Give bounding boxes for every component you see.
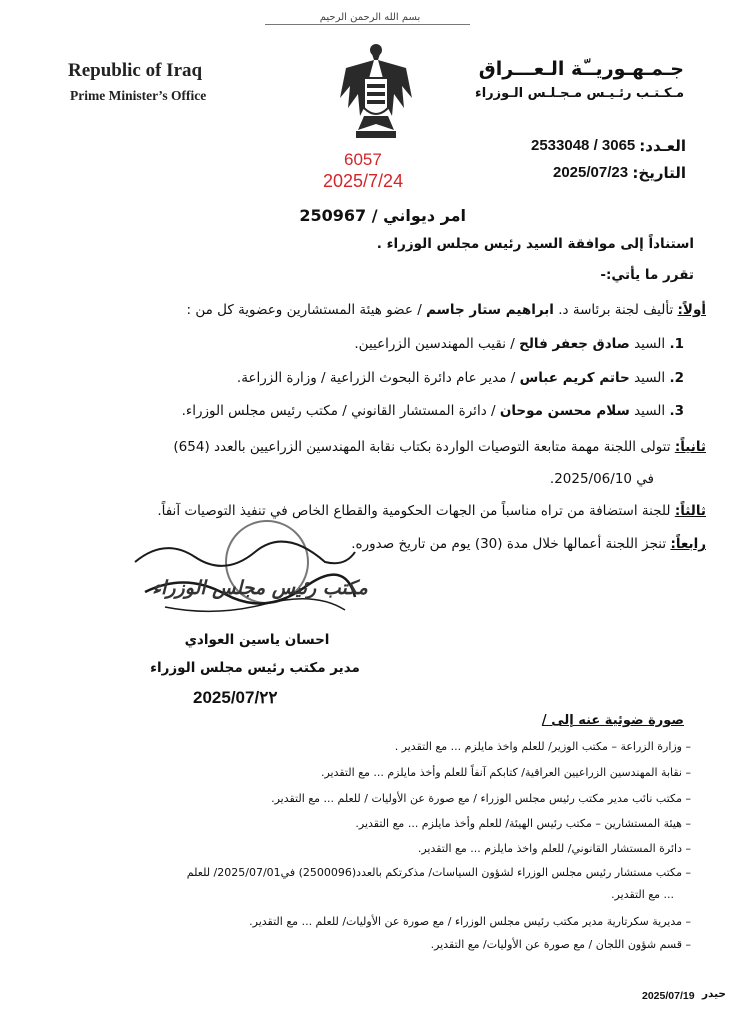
date-label: التاريخ: xyxy=(632,164,686,182)
member-item: 2. السيد حاتم كريم عباس / مدير عام دائرة البحوث الزراعية / وزارة الزراعة. xyxy=(236,370,684,386)
clause-first-label: أولاً: xyxy=(677,302,706,318)
copy-item: – مكتب مستشار رئيس مجلس الوزراء لشؤون السياسات/ مذكرتكم بالعدد(2500096) في2025/07/01/ للعلم xyxy=(186,866,691,879)
signature-date: 2025/07/٢٢ xyxy=(193,688,278,707)
copy-item: – هيئة المستشارين – مكتب رئيس الهيئة/ للعلم وأخذ مايلزم ... مع التقدير. xyxy=(355,817,691,830)
clause-first-rest: / عضو هيئة المستشارين وعضوية كل من : xyxy=(186,302,422,318)
member-item: 3. السيد سلام محسن موحان / دائرة المستشار القانوني / مكتب رئيس مجلس الوزراء. xyxy=(181,403,684,419)
order-title: امر ديواني / 250967 xyxy=(299,206,466,225)
copy-item: – نقابة المهندسين الزراعيين العراقية/ كتابكم آنفاً للعلم وأخذ مايلزم ... مع التقدير. xyxy=(320,766,691,779)
copy-item: – مديرية سكرتارية مدير مكتب رئيس مجلس الوزراء / مع صورة عن الأوليات/ للعلم ... مع التقدير. xyxy=(249,915,691,928)
republic-en: Republic of Iraq xyxy=(68,60,203,81)
member-item: 1. السيد صادق جعفر فالح / نقيب المهندسين الزراعيين. xyxy=(354,336,684,352)
clause-second: ثانياً: تتولى اللجنة مهمة متابعة التوصيات الواردة بكتاب نقابة المهندسين الزراعيين بالعدد (654) xyxy=(173,439,706,455)
basmala: بسم الله الرحمن الرحيم xyxy=(319,12,421,23)
intro-text: استناداً إلى موافقة السيد رئيس مجلس الوزراء . xyxy=(376,236,694,252)
clause-first-prefix: تأليف لجنة برئاسة د. xyxy=(558,302,674,318)
date-value: 2025/07/23 xyxy=(553,164,629,181)
clause-third: ثالثاً: للجنة استضافة من تراه مناسباً من الجهات الحكومية والقطاع الخاص في تنفيذ التوصيات آنفاً. xyxy=(157,503,706,519)
office-en: Prime Minister’s Office xyxy=(70,88,207,103)
iraq-eagle-emblem xyxy=(338,38,414,146)
basmala-line xyxy=(265,24,470,25)
copy-item: – قسم شؤون اللجان / مع صورة عن الأوليات/ مع التقدير. xyxy=(430,938,691,951)
office-ar: مـكـتـب رئـيـس مـجـلـس الـوزراء xyxy=(475,86,684,101)
footer-date: 2025/07/19 xyxy=(642,990,695,1002)
chair-name: ابراهيم ستار جاسم xyxy=(426,302,554,318)
decided-text: تقرر ما يأتي:- xyxy=(600,267,694,283)
received-stamp-number: 6057 xyxy=(344,150,382,169)
clause-second-cont: في 2025/06/10. xyxy=(549,471,654,487)
copy-item: – وزارة الزراعة – مكتب الوزير/ للعلم واخذ مايلزم ... مع التقدير . xyxy=(394,740,691,753)
ref-number: 2533048 / 3065 xyxy=(531,137,636,154)
signatory-name: احسان ياسين العوادي xyxy=(184,632,330,648)
copy-to-label: صورة ضوئية عنه إلى / xyxy=(541,713,684,728)
copy-item: – دائرة المستشار القانوني/ للعلم واخذ مايلزم ... مع التقدير. xyxy=(417,842,691,855)
copy-item: – مكتب نائب مدير مكتب رئيس مجلس الوزراء / مع صورة عن الأوليات / للعلم ... مع التقدير. xyxy=(271,792,691,805)
seal-text: مكتب رئيس مجلس الوزراء xyxy=(152,577,368,599)
ref-label: العـدد: xyxy=(639,137,686,155)
received-stamp-date: 2025/7/24 xyxy=(323,171,404,191)
clause-first xyxy=(186,302,706,318)
copy-item-cont: ... مع التقدير. xyxy=(611,888,674,901)
signatory-title: مدير مكتب رئيس مجلس الوزراء xyxy=(150,660,360,676)
clause-fourth: رابعاً: تنجز اللجنة أعمالها خلال مدة (30) يوم من تاريخ صدوره. xyxy=(351,536,706,552)
republic-ar: جـمـهـوريــّة الـعـــراق xyxy=(478,58,684,80)
footer-typist: حيدر xyxy=(702,988,726,1000)
